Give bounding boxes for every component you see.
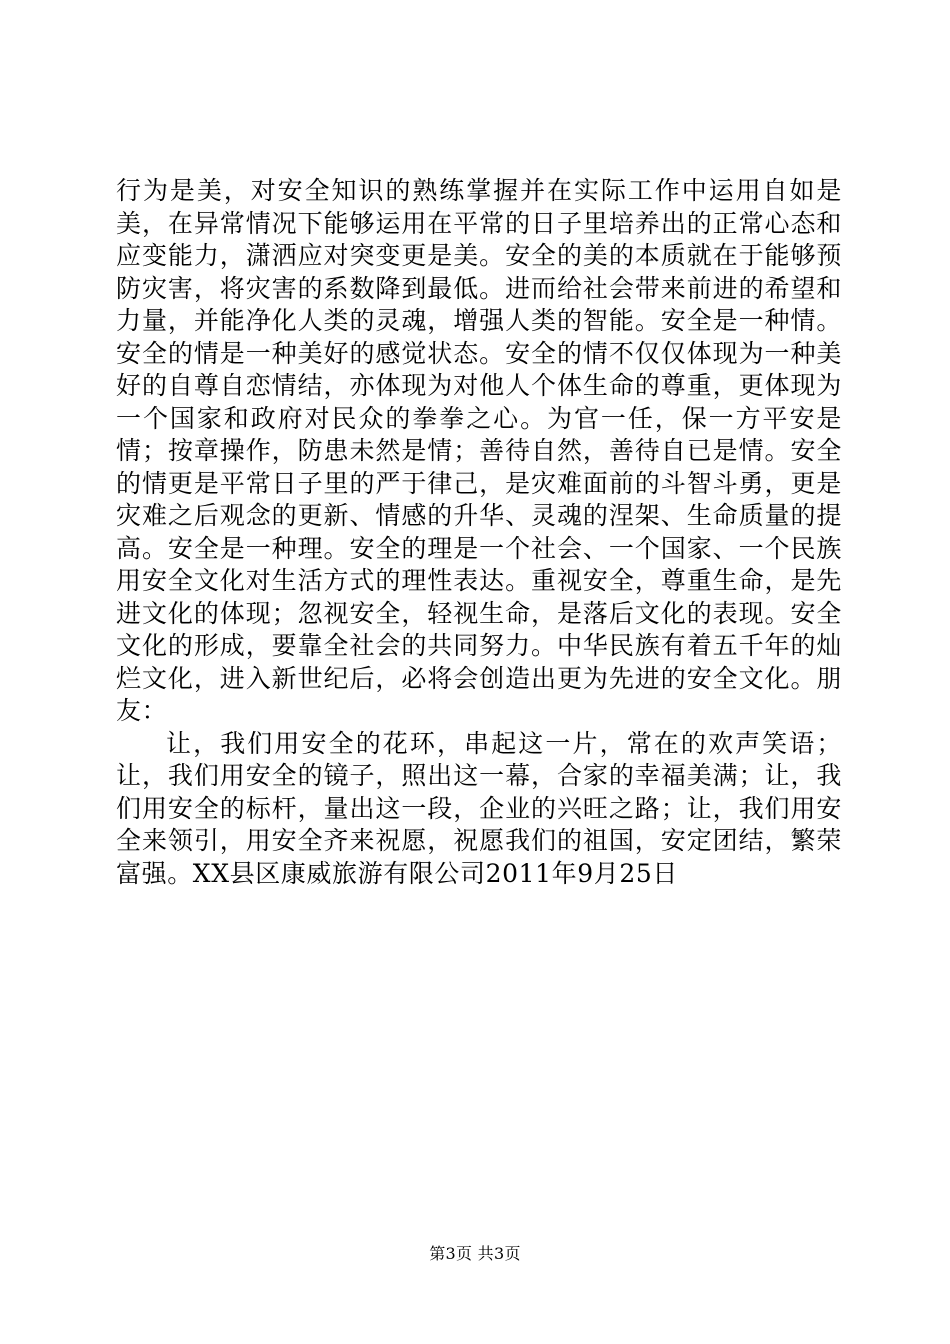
page-footer: 第3页 共3页 xyxy=(429,1244,521,1263)
paragraph-2: 让，我们用安全的花环，串起这一片，常在的欢声笑语；让，我们用安全的镜子，照出这一幕，合家的幸福美满；让，我们用安全的标杆，量出这一段，企业的兴旺之路；让，我们用安全来领引，用安全齐来祝愿，祝愿我们的祖国，安定团结，繁荣富强。XX县区康威旅游有限公司2011年9月25日 xyxy=(116,728,842,888)
paragraph-1: 行为是美，对安全知识的熟练掌握并在实际工作中运用自如是美，在异常情况下能够运用在平常的日子里培养出的正常心态和应变能力，潇洒应对突变更是美。安全的美的本质就在于能够预防灾害，将灾害的系数降到最低。进而给社会带来前进的希望和力量，并能净化人类的灵魂，增强人类的智能。安全是一种情。安全的情是一种美好的感觉状态。安全的情不仅仅体现为一种美好的自尊自恋情结，亦体现为对他人个体生命的尊重，更体现为一个国家和政府对民众的拳拳之心。为官一任，保一方平安是情；按章操作，防患未然是情；善待自然，善待自已是情。安全的情更是平常日子里的严于律己，是灾难面前的斗智斗勇，更是灾难之后观念的更新、情感的升华、灵魂的涅架、生命质量的提高。安全是一种理。安全的理是一个社会、一个国家、一个民族用安全文化对生活方式的理性表达。重视安全，尊重生命，是先进文化的体现；忽视安全，轻视生命，是落后文化的表现。安全文化的形成，要靠全社会的共同努力。中华民族有着五千年的灿烂文化，进入新世纪后，必将会创造出更为先进的安全文化。朋友： xyxy=(116,176,842,725)
document-body xyxy=(116,175,842,890)
